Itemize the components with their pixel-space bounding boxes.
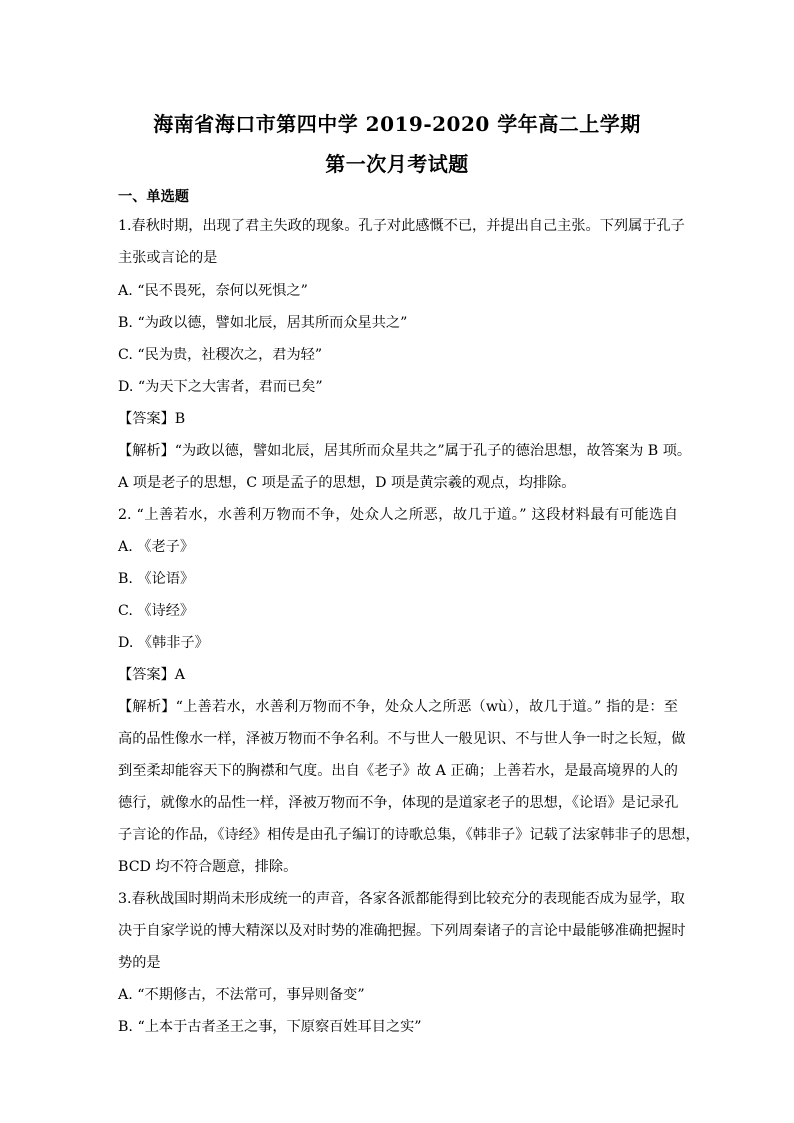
q3-option-b: B. “上本于古者圣王之事，下原察百姓耳目之实” [118, 1019, 422, 1035]
document-title: 海南省海口市第四中学 2019-2020 学年高二上学期 [153, 112, 641, 136]
q1-answer: 【答案】B [118, 411, 186, 427]
q1-option-a: A. “民不畏死，奈何以死惧之” [118, 283, 308, 299]
q2-analysis-line-5: 子言论的作品，《诗经》相传是由孔子编订的诗歌总集，《韩非子》记载了法家韩非子的思想， [118, 827, 700, 843]
q1-analysis: 【解析】“为政以德，譬如北辰，居其所而众星共之”属于孔子的德治思想，故答案为 B 项。 [118, 443, 692, 459]
q2-analysis: 【解析】“上善若水，水善利万物而不争，处众人之所恶（wù），故几于道。” 指的是：至 [118, 699, 678, 715]
q2-option-d: D. 《韩非子》 [118, 635, 209, 651]
question-1-text-cont: 主张或言论的是 [118, 250, 218, 266]
q2-answer: 【答案】A [118, 667, 185, 683]
q3-option-a: A. “不期修古，不法常可，事异则备变” [118, 987, 365, 1003]
q2-analysis-line-3: 到至柔却能容天下的胸襟和气度。出自《老子》故 A 正确；上善若水，是最高境界的人的 [118, 763, 678, 779]
q2-analysis-line-4: 德行，就像水的品性一样，泽被万物而不争，体现的是道家老子的思想，《论语》是记录孔 [118, 795, 679, 811]
section-heading: 一、单选题 [118, 189, 189, 205]
q2-option-b: B. 《论语》 [118, 571, 195, 587]
q2-option-c: C. 《诗经》 [118, 603, 195, 619]
question-3-text-end: 势的是 [118, 955, 161, 971]
q2-analysis-line-6: BCD 均不符合题意，排除。 [118, 859, 298, 875]
question-2-text: 2. “上善若水，水善利万物而不争，处众人之所恶，故几于道。” 这段材料最有可能选自 [118, 507, 678, 523]
q1-option-b: B. “为政以德，譬如北辰，居其所而众星共之” [118, 315, 408, 331]
q2-option-a: A. 《老子》 [118, 539, 195, 555]
question-3-text: 3.春秋战国时期尚未形成统一的声音，各家各派都能得到比较充分的表现能否成为显学，取 [118, 891, 685, 907]
q2-analysis-line-2: 高的品性像水一样，泽被万物而不争名利。不与世人一般见识、不与世人争一时之长短，做 [118, 731, 686, 747]
document-subtitle: 第一次月考试题 [325, 152, 469, 176]
q1-option-c: C. “民为贵，社稷次之，君为轻” [118, 347, 323, 363]
q1-option-d: D. “为天下之大害者，君而已矣” [118, 379, 323, 395]
question-3-text-cont: 决于自家学说的博大精深以及对时势的准确把握。下列周秦诸子的言论中最能够准确把握时 [118, 923, 686, 939]
q1-analysis-cont: A 项是老子的思想，C 项是孟子的思想，D 项是黄宗羲的观点，均排除。 [118, 475, 576, 491]
question-1-text: 1.春秋时期，出现了君主失政的现象。孔子对此感慨不已，并提出自己主张。下列属于孔子 [118, 218, 685, 234]
